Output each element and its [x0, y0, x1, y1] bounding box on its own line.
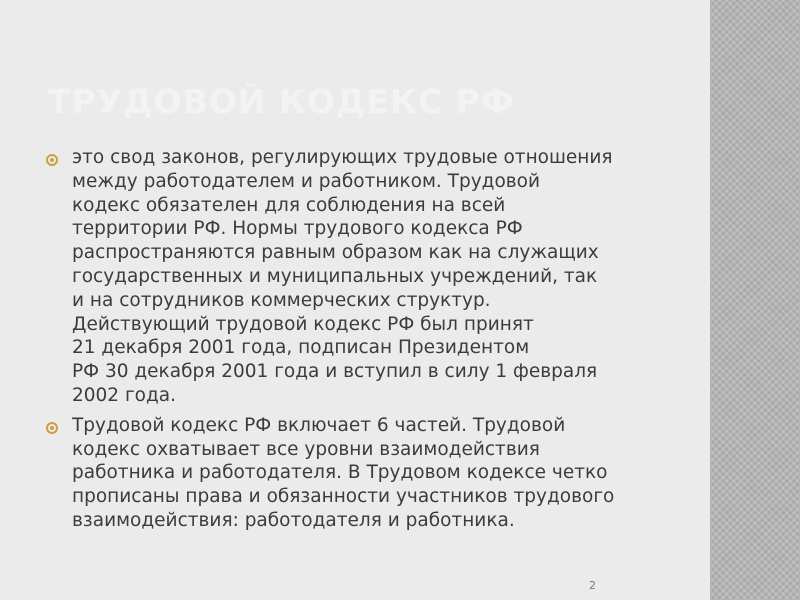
- bullet-text: Трудовой кодекс РФ включает 6 частей. Трудовой кодекс охватывает все уровни взаимодействия работника и работодателя. В Трудовом кодексе четко прописаны права и обязанности участников трудового взаимодействия: работодателя и работника.: [72, 414, 615, 531]
- bullet-item: [46, 146, 706, 408]
- circle-bullet-icon: [46, 154, 58, 166]
- page-number: 2: [589, 579, 596, 592]
- bullet-text: это свод законов, регулирующих трудовые отношения между работодателем и работником. Трудовой кодекс обязателен для соблюдения на всей территории РФ. Нормы трудового кодекса РФ распространяются равным образом как на служащих государственных и муниципальных учреждений, так и на сотрудников коммерческих структур. Действующий трудовой кодекс РФ был принят 21 декабря 2001 года, подписан Президентом РФ 30 декабря 2001 года и вступил в силу 1 февраля 2002 года.: [72, 147, 613, 406]
- bullet-item: [46, 414, 706, 533]
- circle-bullet-icon: [46, 422, 58, 434]
- slide-title: ТРУДОВОЙ КОДЕКС РФ: [48, 82, 515, 121]
- slide-content: [46, 146, 706, 539]
- decorative-side-panel: [710, 0, 800, 600]
